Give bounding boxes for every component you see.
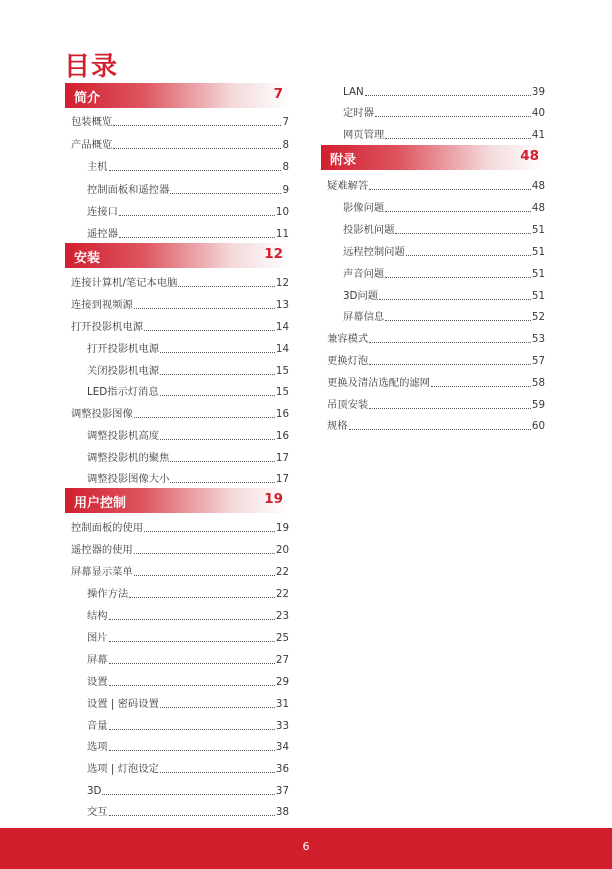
toc-subentry[interactable] (87, 626, 289, 644)
toc-entry-text: 远程控制问题 (343, 246, 405, 258)
dot-leader (375, 116, 531, 117)
toc-entry-page: 25 (275, 632, 289, 644)
toc-entry-page: 20 (275, 544, 289, 556)
dot-leader (119, 215, 275, 216)
toc-subentry[interactable] (87, 604, 289, 622)
toc-entry-text: 屏幕 (87, 654, 108, 666)
dot-leader (170, 482, 275, 483)
toc-subentry[interactable] (343, 218, 545, 236)
dot-leader (144, 330, 275, 331)
toc-subentry[interactable] (343, 196, 545, 214)
toc-entry-page: 37 (275, 785, 289, 797)
dot-leader (109, 815, 275, 816)
toc-entry-text: 连接计算机/笔记本电脑 (71, 277, 178, 289)
toc-entry-page: 40 (531, 107, 545, 119)
toc-entry-text: 设置 (87, 676, 108, 688)
toc-entry[interactable] (71, 402, 289, 420)
toc-entry-page: 57 (531, 355, 545, 367)
dot-leader (160, 772, 275, 773)
toc-entry-text: 调整投影图像大小 (87, 473, 170, 485)
toc-entry-text: 更换及清洁选配的滤网 (327, 377, 430, 389)
toc-subentry[interactable] (87, 757, 289, 775)
toc-entry[interactable] (71, 271, 289, 289)
toc-entry-text: 声音问题 (343, 268, 385, 280)
toc-entry-text: 定时器 (343, 107, 374, 119)
toc-entry[interactable] (327, 393, 545, 411)
toc-entry-text: 关闭投影机电源 (87, 365, 160, 377)
toc-entry-text: 音量 (87, 720, 108, 732)
toc-subentry[interactable] (87, 779, 289, 797)
toc-entry-text: 屏幕显示菜单 (71, 566, 133, 578)
toc-entry-text: 网页管理 (343, 129, 385, 141)
toc-entry-page: 22 (275, 588, 289, 600)
toc-entry[interactable] (327, 349, 545, 367)
section-page: 48 (520, 148, 539, 164)
dot-leader (369, 364, 531, 365)
page-title: 目录 (64, 52, 119, 82)
section-title: 附录 (330, 153, 357, 168)
toc-entry-text: 打开投影机电源 (87, 343, 160, 355)
toc-entry[interactable] (327, 174, 545, 192)
section-page: 7 (273, 86, 283, 102)
toc-entry-text: 主机 (87, 161, 108, 173)
dot-leader (170, 461, 275, 462)
toc-entry-page: 51 (531, 290, 545, 302)
toc-entry[interactable] (71, 110, 289, 128)
toc-entry-page: 15 (275, 386, 289, 398)
dot-leader (385, 138, 531, 139)
toc-entry-page: 17 (275, 473, 289, 485)
toc-entry-page: 34 (275, 741, 289, 753)
toc-entry-page: 53 (531, 333, 545, 345)
toc-subentry[interactable] (343, 240, 545, 258)
toc-entry[interactable] (71, 516, 289, 534)
toc-entry-page: 19 (275, 522, 289, 534)
toc-entry-page: 14 (275, 343, 289, 355)
dot-leader (109, 641, 275, 642)
toc-entry-text: 选项 | 灯泡设定 (87, 763, 159, 775)
toc-entry-page: 23 (275, 610, 289, 622)
toc-entry-page: 14 (275, 321, 289, 333)
toc-entry-text: LED指示灯消息 (87, 386, 159, 398)
dot-leader (109, 729, 275, 730)
dot-leader (385, 320, 531, 321)
toc-subentry[interactable] (87, 337, 289, 355)
toc-entry-page: 48 (531, 180, 545, 192)
toc-entry-page: 36 (275, 763, 289, 775)
dot-leader (369, 189, 531, 190)
toc-entry-page: 60 (531, 420, 545, 432)
toc-entry-text: 投影机问题 (343, 224, 395, 236)
dot-leader (109, 663, 275, 664)
toc-entry-page: 31 (275, 698, 289, 710)
toc-entry[interactable] (327, 414, 545, 432)
toc-entry-text: 兼容模式 (327, 333, 369, 345)
toc-entry-text: 控制面板的使用 (71, 522, 144, 534)
toc-entry-text: 遥控器 (87, 228, 118, 240)
dot-leader (134, 308, 275, 309)
dot-leader (160, 707, 275, 708)
toc-entry[interactable] (71, 315, 289, 333)
section-page: 19 (264, 491, 283, 507)
dot-leader (170, 193, 281, 194)
dot-leader (395, 233, 530, 234)
section-title: 安装 (74, 251, 101, 266)
toc-entry-page: 58 (531, 377, 545, 389)
dot-leader (431, 386, 531, 387)
toc-entry-text: 屏幕信息 (343, 311, 385, 323)
dot-leader (144, 531, 275, 532)
toc-entry-text: 调整投影机高度 (87, 430, 160, 442)
section-title: 简介 (74, 91, 101, 106)
toc-entry-text: 吊顶安装 (327, 399, 369, 411)
toc-entry-page: 16 (275, 430, 289, 442)
section-header-user-control[interactable] (65, 488, 289, 513)
dot-leader (160, 395, 275, 396)
toc-subentry[interactable] (343, 284, 545, 302)
toc-entry-page: 51 (531, 268, 545, 280)
dot-leader (385, 211, 531, 212)
toc-subentry[interactable] (87, 467, 289, 485)
toc-entry-text: 疑难解答 (327, 180, 369, 192)
toc-entry-page: 59 (531, 399, 545, 411)
toc-entry-page: 51 (531, 224, 545, 236)
section-header-intro[interactable] (65, 83, 289, 108)
toc-subentry[interactable] (343, 262, 545, 280)
section-header-install[interactable] (65, 243, 289, 268)
toc-entry-text: 包装概览 (71, 116, 113, 128)
toc-entry-text: LAN (343, 86, 364, 98)
dot-leader (109, 619, 275, 620)
toc-entry-text: 控制面板和遥控器 (87, 184, 170, 196)
toc-entry-page: 10 (275, 206, 289, 218)
toc-entry-page: 29 (275, 676, 289, 688)
toc-entry-text: 结构 (87, 610, 108, 622)
toc-entry-text: 更换灯泡 (327, 355, 369, 367)
section-page: 12 (264, 246, 283, 262)
toc-entry[interactable] (71, 133, 289, 151)
toc-entry-page: 13 (275, 299, 289, 311)
toc-entry-text: 3D (87, 785, 102, 797)
dot-leader (119, 237, 275, 238)
toc-entry-text: 影像问题 (343, 202, 385, 214)
dot-leader (109, 685, 275, 686)
toc-entry-text: 产品概览 (71, 139, 113, 151)
toc-subentry[interactable] (87, 582, 289, 600)
toc-entry-page: 12 (275, 277, 289, 289)
dot-leader (102, 794, 274, 795)
toc-entry-text: 图片 (87, 632, 108, 644)
toc-entry-text: 连接口 (87, 206, 118, 218)
dot-leader (113, 148, 281, 149)
toc-entry-text: 操作方法 (87, 588, 129, 600)
toc-entry-page: 48 (531, 202, 545, 214)
dot-leader (178, 286, 274, 287)
toc-subentry[interactable] (343, 123, 545, 141)
toc-entry-page: 39 (531, 86, 545, 98)
dot-leader (129, 597, 275, 598)
dot-leader (134, 553, 275, 554)
toc-subentry[interactable] (343, 80, 545, 98)
dot-leader (385, 277, 531, 278)
dot-leader (113, 125, 281, 126)
toc-subentry[interactable] (343, 101, 545, 119)
dot-leader (365, 95, 531, 96)
toc-entry[interactable] (327, 327, 545, 345)
toc-entry-text: 设置 | 密码设置 (87, 698, 159, 710)
toc-subentry[interactable] (87, 222, 289, 240)
section-header-appendix[interactable] (321, 145, 545, 170)
toc-entry-text: 3D问题 (343, 290, 379, 302)
toc-entry-page: 17 (275, 452, 289, 464)
toc-entry-text: 打开投影机电源 (71, 321, 144, 333)
toc-entry-page: 8 (282, 161, 289, 173)
toc-subentry[interactable] (87, 648, 289, 666)
toc-entry-page: 33 (275, 720, 289, 732)
toc-entry-text: 规格 (327, 420, 348, 432)
toc-entry-page: 27 (275, 654, 289, 666)
toc-entry-text: 选项 (87, 741, 108, 753)
dot-leader (160, 374, 275, 375)
toc-entry-page: 38 (275, 806, 289, 818)
toc-subentry[interactable] (87, 800, 289, 818)
toc-subentry[interactable] (87, 424, 289, 442)
toc-entry-page: 9 (282, 184, 289, 196)
dot-leader (160, 439, 275, 440)
toc-subentry[interactable] (87, 714, 289, 732)
toc-subentry[interactable] (87, 380, 289, 398)
toc-entry-page: 22 (275, 566, 289, 578)
dot-leader (349, 429, 531, 430)
toc-entry-page: 16 (275, 408, 289, 420)
toc-entry-page: 41 (531, 129, 545, 141)
toc-entry-page: 11 (275, 228, 289, 240)
dot-leader (369, 342, 531, 343)
toc-entry-text: 连接到视频源 (71, 299, 133, 311)
dot-leader (134, 575, 275, 576)
toc-entry-page: 52 (531, 311, 545, 323)
toc-entry-page: 15 (275, 365, 289, 377)
toc-entry-page: 7 (282, 116, 289, 128)
toc-subentry[interactable] (87, 200, 289, 218)
toc-entry-text: 调整投影图像 (71, 408, 133, 420)
dot-leader (134, 417, 275, 418)
toc-subentry[interactable] (87, 446, 289, 464)
dot-leader (109, 170, 282, 171)
toc-entry-page: 8 (282, 139, 289, 151)
toc-entry-page: 51 (531, 246, 545, 258)
toc-entry[interactable] (71, 293, 289, 311)
footer-bar (0, 828, 612, 869)
toc-subentry[interactable] (87, 735, 289, 753)
dot-leader (406, 255, 531, 256)
dot-leader (109, 750, 275, 751)
dot-leader (369, 408, 531, 409)
toc-subentry[interactable] (87, 178, 289, 196)
dot-leader (379, 299, 531, 300)
toc-subentry[interactable] (87, 692, 289, 710)
toc-entry[interactable] (71, 560, 289, 578)
toc-entry-text: 交互 (87, 806, 108, 818)
toc-entry[interactable] (71, 538, 289, 556)
toc-entry[interactable] (327, 371, 545, 389)
toc-entry-text: 调整投影机的聚焦 (87, 452, 170, 464)
toc-subentry[interactable] (87, 670, 289, 688)
dot-leader (160, 352, 275, 353)
toc-entry-text: 遥控器的使用 (71, 544, 133, 556)
toc-subentry[interactable] (87, 155, 289, 173)
toc-subentry[interactable] (343, 305, 545, 323)
section-title: 用户控制 (74, 496, 127, 511)
page-number: 6 (302, 840, 310, 853)
toc-subentry[interactable] (87, 359, 289, 377)
